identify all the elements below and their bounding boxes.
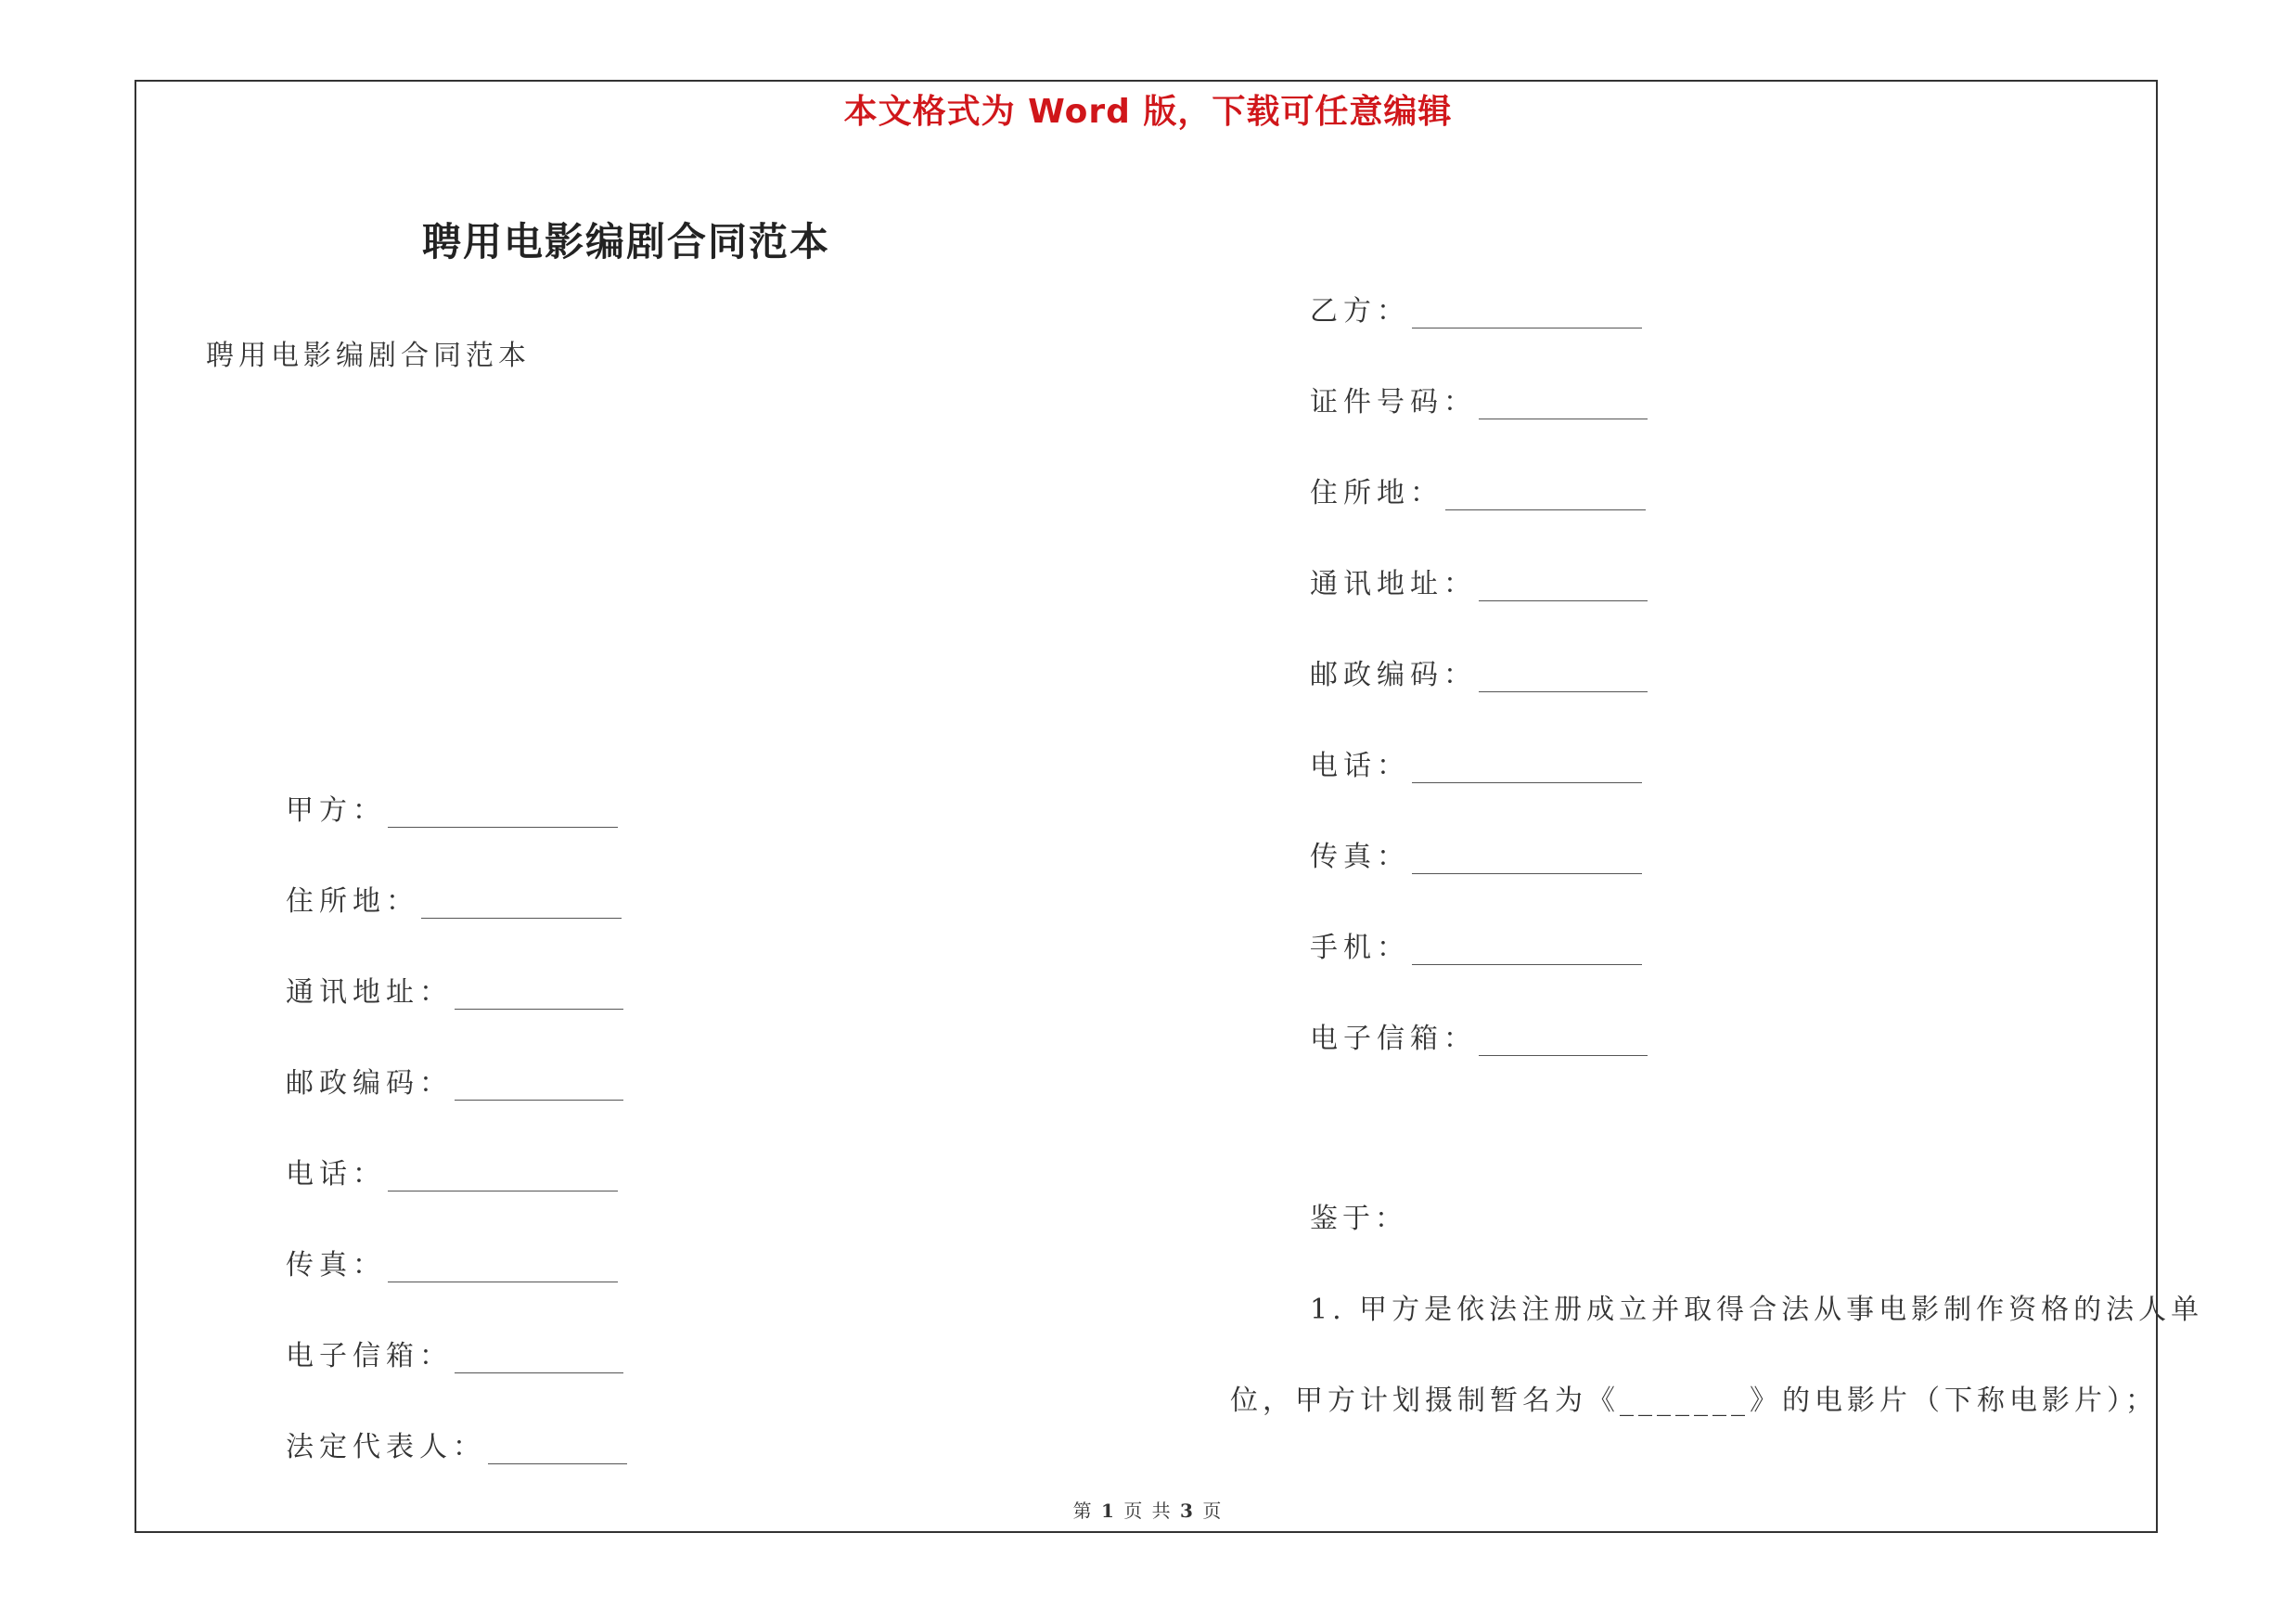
party-b-name-label: 乙方： bbox=[1310, 295, 1410, 328]
party-b-address-field bbox=[1310, 470, 1646, 510]
party-a-address-field bbox=[286, 878, 622, 919]
footer-total-pages: 3 bbox=[1180, 1500, 1195, 1522]
party-b-id-field bbox=[1310, 379, 1648, 419]
page-footer bbox=[0, 1496, 2296, 1523]
edit-notice-banner: 本文格式为 Word 版，下载可任意编辑 bbox=[843, 93, 1453, 131]
party-a-name-blank[interactable] bbox=[388, 801, 618, 828]
party-a-mail-address-field bbox=[286, 969, 623, 1010]
party-b-phone-blank[interactable] bbox=[1412, 756, 1642, 783]
document-subtitle: 聘用电影编剧合同范本 bbox=[206, 340, 531, 372]
party-a-name-field bbox=[286, 787, 618, 828]
party-b-email-label: 电子信箱： bbox=[1310, 1023, 1477, 1055]
party-a-legal-rep-blank[interactable] bbox=[488, 1437, 627, 1464]
party-b-mobile-label: 手机： bbox=[1310, 932, 1410, 964]
whereas-item-1-line-1: 1. 甲方是依法注册成立并取得合法从事电影制作资格的法人单 bbox=[1310, 1294, 2204, 1326]
party-a-name-label: 甲方： bbox=[286, 794, 386, 827]
party-a-address-label: 住所地： bbox=[286, 885, 419, 918]
party-a-fax-blank[interactable] bbox=[388, 1256, 618, 1282]
party-b-phone-label: 电话： bbox=[1310, 750, 1410, 782]
party-a-mail-address-label: 通讯地址： bbox=[286, 976, 453, 1009]
party-a-mail-address-blank[interactable] bbox=[455, 983, 623, 1010]
party-b-mobile-field bbox=[1310, 924, 1642, 965]
party-a-legal-rep-label: 法定代表人： bbox=[286, 1431, 486, 1463]
whereas-heading: 鉴于： bbox=[1310, 1203, 1407, 1235]
party-a-address-blank[interactable] bbox=[421, 892, 622, 919]
party-b-email-blank[interactable] bbox=[1479, 1029, 1648, 1056]
party-a-postcode-blank[interactable] bbox=[455, 1074, 623, 1101]
party-b-fax-field bbox=[1310, 833, 1642, 874]
party-b-phone-field bbox=[1310, 742, 1642, 783]
party-a-postcode-label: 邮政编码： bbox=[286, 1067, 453, 1100]
party-b-name-field bbox=[1310, 288, 1642, 328]
party-b-postcode-field bbox=[1310, 651, 1648, 692]
footer-middle: 页 共 bbox=[1123, 1500, 1173, 1522]
party-a-phone-label: 电话： bbox=[286, 1158, 386, 1191]
party-a-phone-blank[interactable] bbox=[388, 1165, 618, 1191]
party-b-postcode-label: 邮政编码： bbox=[1310, 659, 1477, 691]
party-b-postcode-blank[interactable] bbox=[1479, 665, 1648, 692]
party-a-email-label: 电子信箱： bbox=[286, 1340, 453, 1372]
party-b-mobile-blank[interactable] bbox=[1412, 938, 1642, 965]
party-b-mail-address-label: 通讯地址： bbox=[1310, 568, 1477, 600]
party-a-email-field bbox=[286, 1333, 623, 1373]
party-b-fax-blank[interactable] bbox=[1412, 847, 1642, 874]
party-a-fax-field bbox=[286, 1242, 618, 1282]
party-b-id-label: 证件号码： bbox=[1310, 386, 1477, 419]
footer-prefix: 第 bbox=[1072, 1500, 1094, 1522]
footer-page-number: 1 bbox=[1101, 1500, 1116, 1522]
party-b-email-field bbox=[1310, 1015, 1648, 1056]
party-a-email-blank[interactable] bbox=[455, 1346, 623, 1373]
party-b-address-label: 住所地： bbox=[1310, 477, 1443, 509]
party-b-mail-address-field bbox=[1310, 560, 1648, 601]
party-b-name-blank[interactable] bbox=[1412, 302, 1642, 328]
party-a-postcode-field bbox=[286, 1060, 623, 1101]
party-b-address-blank[interactable] bbox=[1445, 483, 1646, 510]
whereas-item-1-line-2: 位，甲方计划摄制暂名为《_______》的电影片（下称电影片）； bbox=[1230, 1385, 2158, 1417]
party-a-phone-field bbox=[286, 1151, 618, 1191]
party-b-fax-label: 传真： bbox=[1310, 841, 1410, 873]
party-b-id-blank[interactable] bbox=[1479, 393, 1648, 419]
document-title: 聘用电影编剧合同范本 bbox=[422, 219, 831, 264]
party-a-legal-rep-field bbox=[286, 1423, 627, 1464]
footer-suffix: 页 bbox=[1202, 1500, 1224, 1522]
party-a-fax-label: 传真： bbox=[286, 1249, 386, 1282]
party-b-mail-address-blank[interactable] bbox=[1479, 574, 1648, 601]
